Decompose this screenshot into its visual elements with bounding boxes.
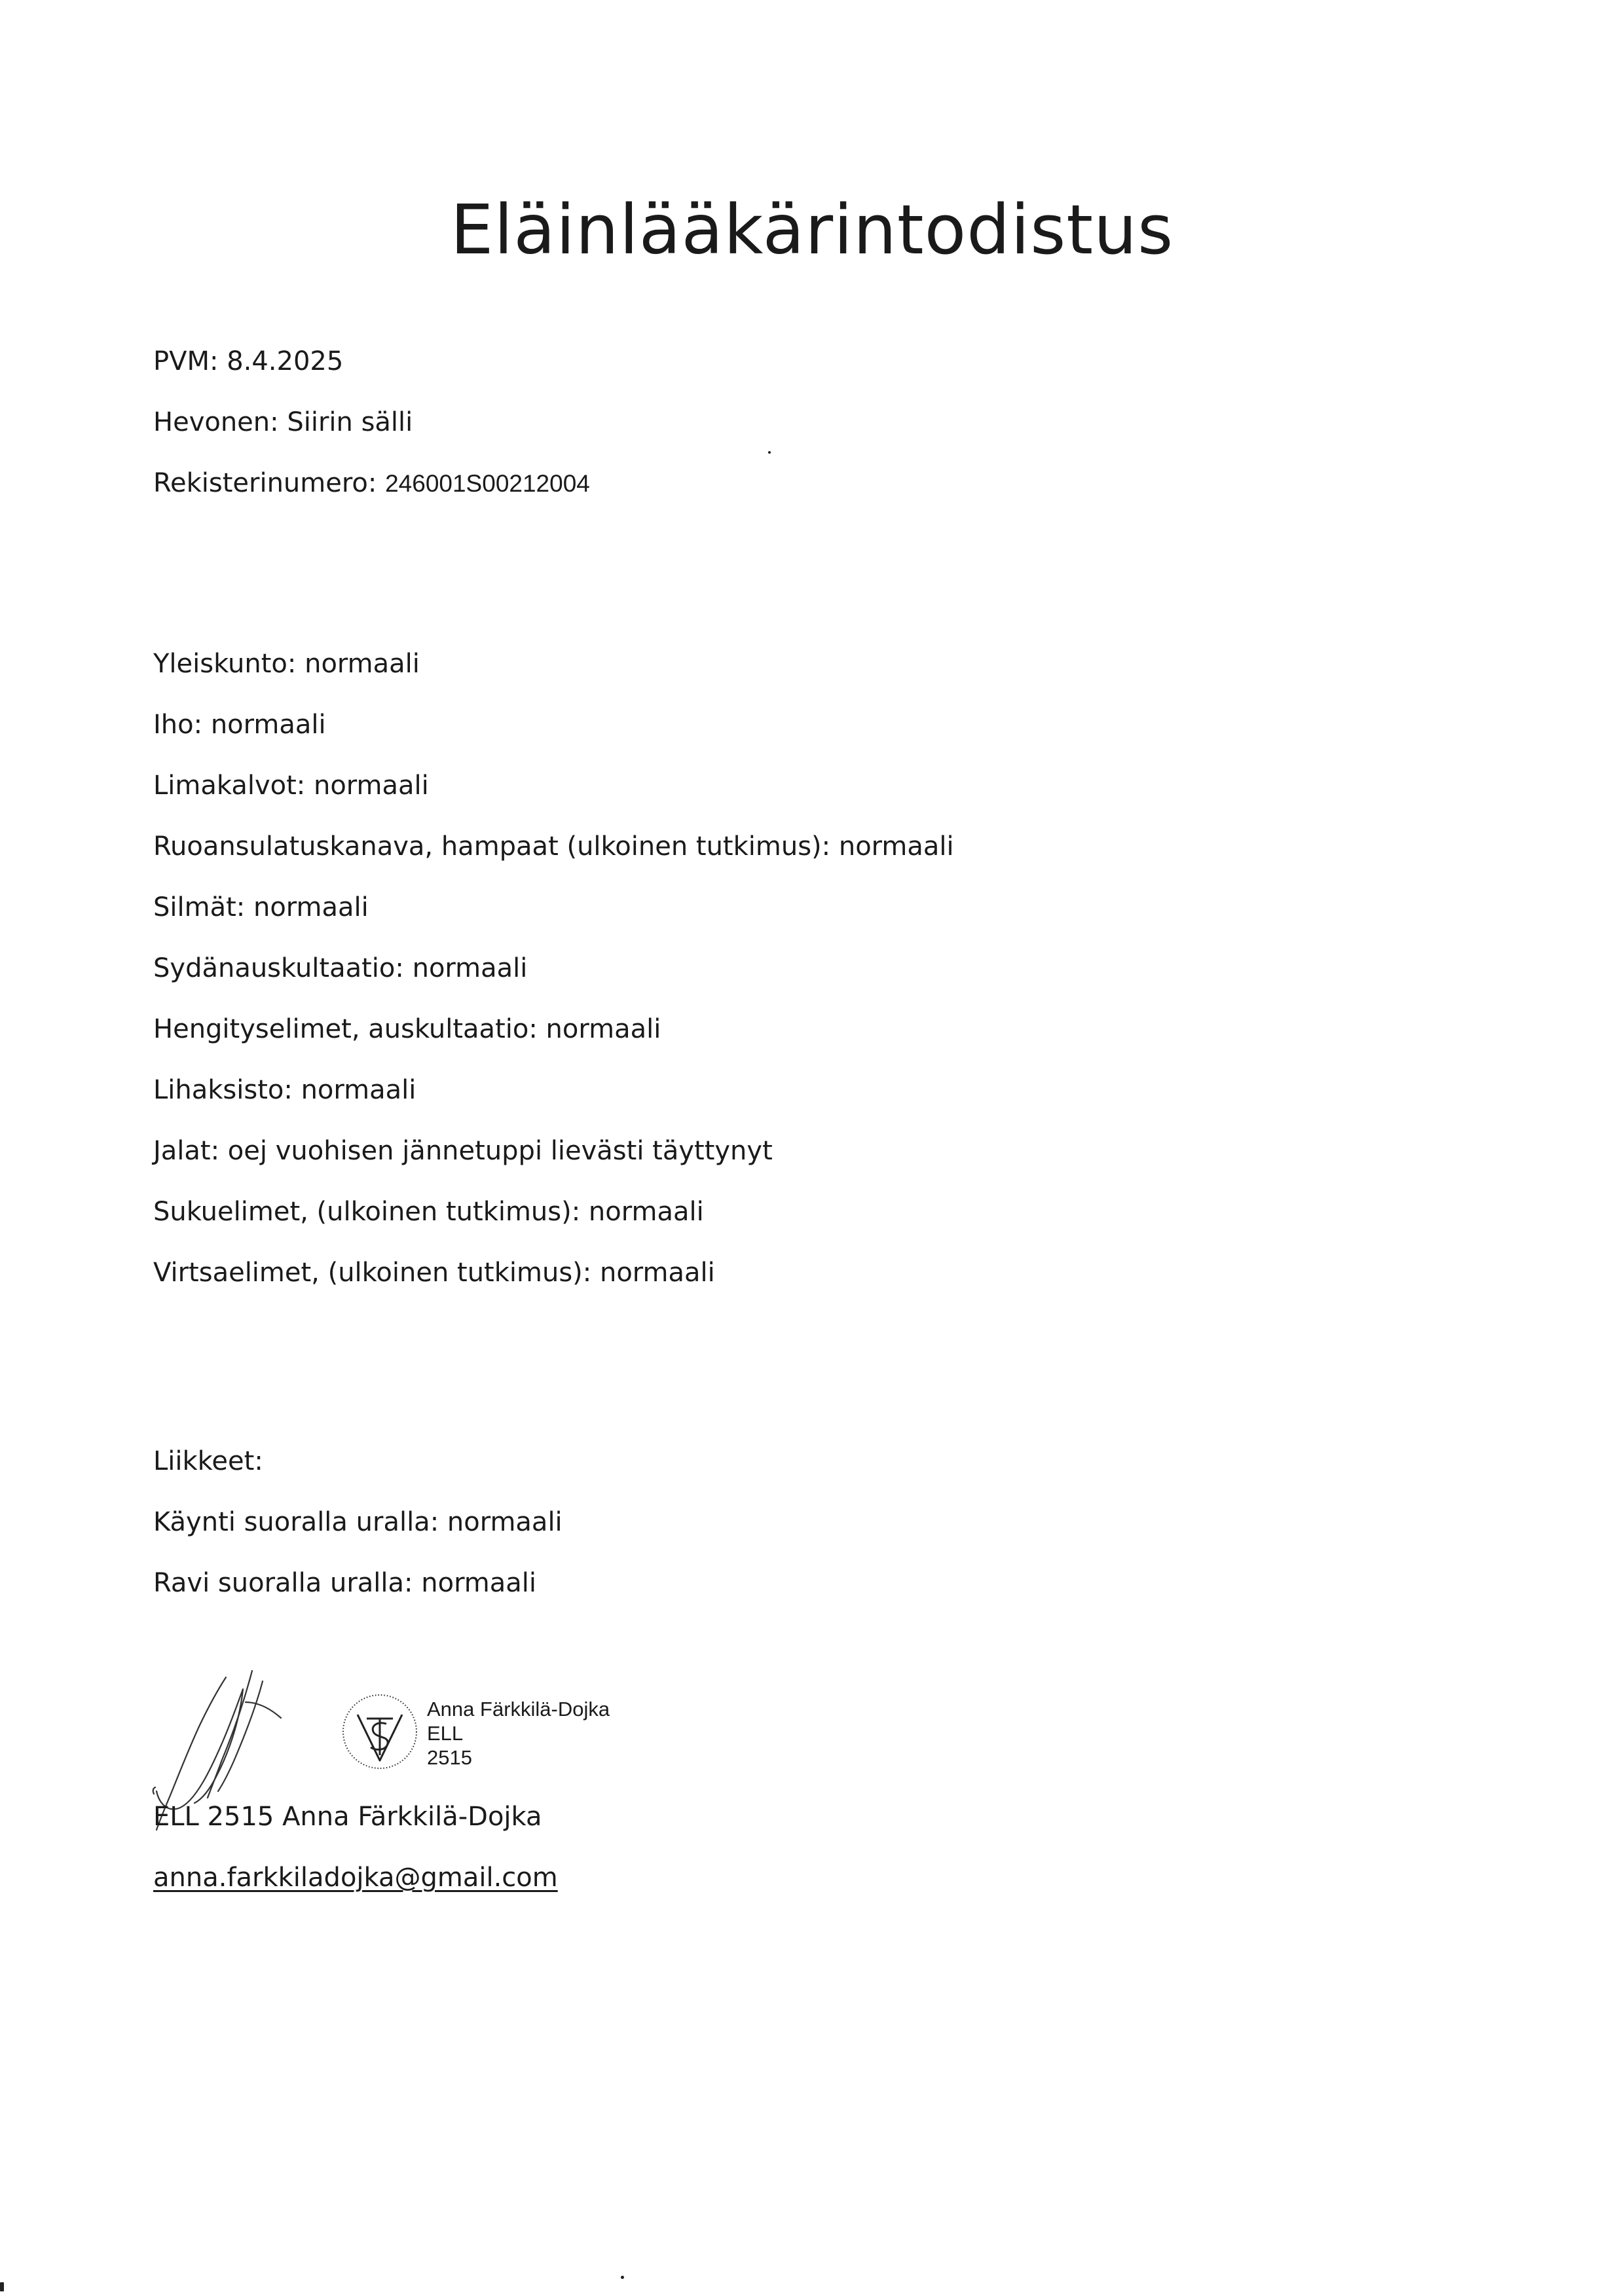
stamp-name: Anna Färkkilä-Dojka (427, 1698, 610, 1721)
exam-item-muscles: Lihaksisto: normaali (153, 1075, 416, 1105)
signer-line: ELL 2515 Anna Färkkilä-Dojka (153, 1802, 542, 1832)
scan-speck (768, 451, 771, 454)
exam-item-mucous-membranes: Limakalvot: normaali (153, 771, 429, 801)
scan-speck (621, 2276, 624, 2279)
horse-name-line: Hevonen: Siirin sälli (153, 407, 413, 437)
email-link[interactable]: anna.farkkiladojka@gmail.com (153, 1863, 558, 1893)
exam-item-general-condition: Yleiskunto: normaali (153, 649, 420, 679)
vet-association-seal-icon (341, 1692, 419, 1771)
page-title: Eläinlääkärintodistus (450, 190, 1174, 270)
exam-item-respiratory: Hengityselimet, auskultaatio: normaali (153, 1014, 661, 1044)
exam-item-reproductive: Sukuelimet, (ulkoinen tutkimus): normaali (153, 1197, 704, 1227)
movement-item-trot: Ravi suoralla uralla: normaali (153, 1568, 537, 1598)
exam-item-urinary: Virtsaelimet, (ulkoinen tutkimus): normaali (153, 1258, 715, 1288)
stamp-number: 2515 (427, 1746, 472, 1769)
exam-item-heart: Sydänauskultaatio: normaali (153, 953, 528, 983)
registry-label: Rekisterinumero: (153, 468, 386, 498)
scan-edge-mark (0, 2282, 4, 2291)
movement-item-walk: Käynti suoralla uralla: normaali (153, 1507, 563, 1537)
stamp-title: ELL (427, 1722, 464, 1745)
exam-item-eyes: Silmät: normaali (153, 892, 369, 922)
date-line: PVM: 8.4.2025 (153, 346, 344, 376)
exam-item-digestive-tract: Ruoansulatuskanava, hampaat (ulkoinen tutkimus): normaali (153, 831, 954, 862)
exam-item-legs: Jalat: oej vuohisen jännetuppi lievästi täyttynyt (153, 1136, 773, 1166)
movement-heading: Liikkeet: (153, 1446, 263, 1476)
registry-number: 246001S00212004 (385, 470, 590, 497)
registry-number-line (153, 467, 590, 500)
exam-item-skin: Iho: normaali (153, 710, 326, 740)
